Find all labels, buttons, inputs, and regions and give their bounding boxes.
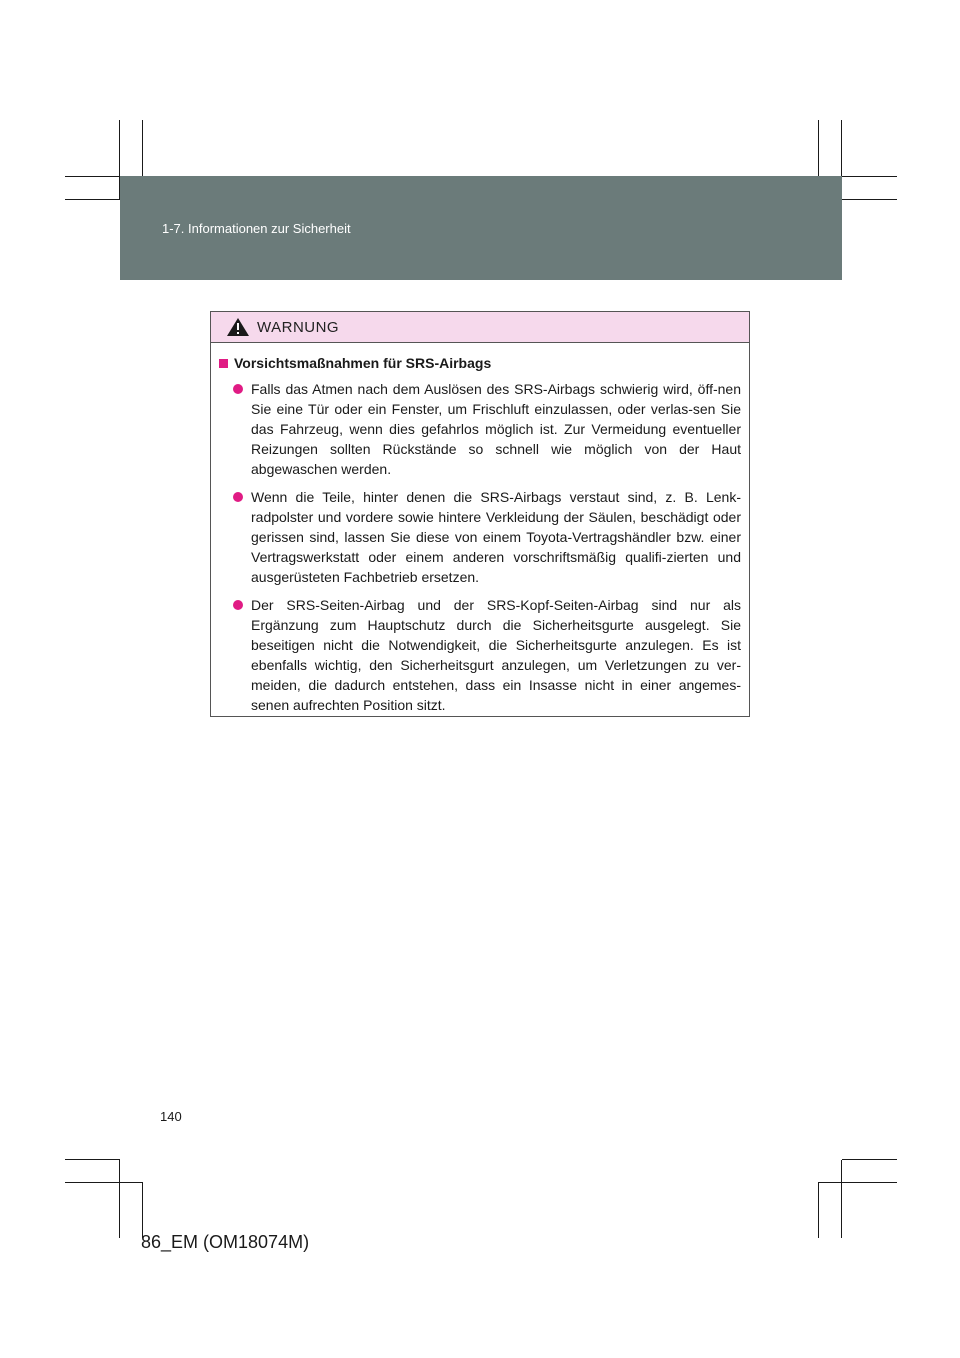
list-item-text: Falls das Atmen nach dem Auslösen des SRS-Airbags schwierig wird, öff-nen Sie eine Tür oder ein Fenster, um Frischluft einzulassen, oder verlas-sen Sie das Fahrzeug, wenn dies gefahrlos möglich ist. Zur Vermeidung eventueller Reizungen sollten Rückstände so schnell wie möglich von der Haut abgewaschen werden.	[251, 381, 741, 477]
crop-mark	[818, 1182, 819, 1238]
warning-triangle-icon	[227, 318, 249, 336]
crop-mark	[818, 120, 819, 176]
crop-mark	[818, 1182, 897, 1183]
page-number: 140	[160, 1109, 182, 1124]
list-item	[219, 379, 741, 479]
bullet-dot-icon	[233, 384, 243, 394]
crop-mark	[842, 176, 897, 177]
crop-mark	[65, 199, 120, 200]
warning-header	[211, 312, 749, 343]
bullet-dot-icon	[233, 600, 243, 610]
warning-title: WARNUNG	[257, 318, 340, 336]
bullet-dot-icon	[233, 492, 243, 502]
crop-mark	[841, 1160, 842, 1238]
warning-box	[210, 311, 750, 717]
section-label: 1-7. Informationen zur Sicherheit	[162, 221, 351, 236]
crop-mark	[842, 199, 897, 200]
list-item-text: Wenn die Teile, hinter denen die SRS-Airbags verstaut sind, z. B. Lenk-radpolster und vordere sowie hintere Verkleidung der Säulen, beschädigt oder gerissen sind, lassen Sie diese von einem Toyota-Vertragshändler bzw. einer Vertragswerkstatt oder einem anderen vorschriftsmäßig qualifi-zierten und ausgerüsteten Fachbetrieb ersetzen.	[251, 489, 741, 585]
crop-mark	[65, 1182, 142, 1183]
document-code: 86_EM (OM18074M)	[141, 1232, 310, 1252]
crop-mark	[842, 1159, 897, 1160]
list-item	[219, 595, 741, 715]
crop-mark	[142, 120, 143, 176]
section-heading-text: Vorsichtsmaßnahmen für SRS-Airbags	[234, 355, 492, 371]
square-bullet-icon	[219, 359, 228, 368]
crop-mark	[65, 1159, 120, 1160]
list-item	[219, 487, 741, 587]
crop-mark	[119, 1160, 120, 1238]
crop-mark	[142, 1182, 143, 1238]
warning-content	[211, 343, 749, 715]
list-item-text: Der SRS-Seiten-Airbag und der SRS-Kopf-Seiten-Airbag sind nur als Ergänzung zum Hauptschutz durch die Sicherheitsgurte ausgelegt. Sie beseitigen nicht die Notwendigkeit, die Sicherheitsgurte anzulegen. Es ist ebenfalls wichtig, den Sicherheitsgurt anzulegen, um Verletzungen zu ver-meiden, die dadurch entstehen, dass ein Insasse nicht in einer angemes-senen aufrechten Position sitzt.	[251, 597, 741, 713]
crop-mark	[65, 176, 120, 177]
section-heading	[219, 355, 741, 371]
